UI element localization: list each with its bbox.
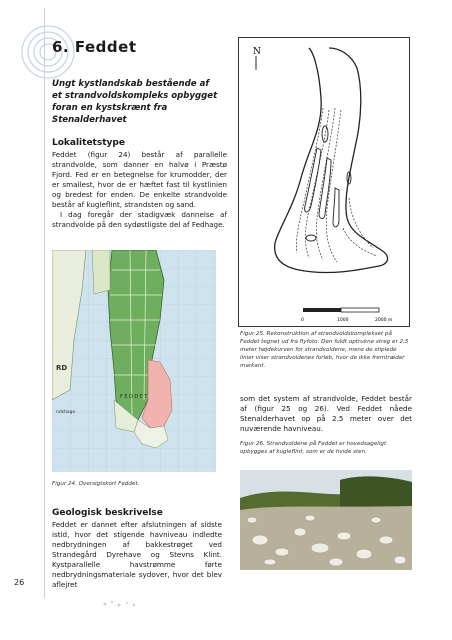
figure-26-caption: Figur 26. Strandvoldene på Feddet er hovedsageligt opbygges af kugleflint, som er de hvide sten. — [240, 441, 387, 455]
map-label-rd: RD — [56, 364, 68, 372]
figure-25-caption: Figur 25. Rekonstruktion af strandvoldskomplekset på Feddet tegnet ud fra flyfoto. Den fuldt optrukne streg er 2,5 meter højdekurven for strandvoldene, mens de stiplede linier viser strandvoldenes forløb, hvor de ikke fremtræder markant. — [240, 331, 409, 369]
top-field — [92, 250, 110, 294]
paragraph: I dag foregår der stadigvæk dannelse af strandvolde på den sydøstligste del af Fedhage. — [52, 210, 227, 229]
scale-label-1000: 1000 — [337, 318, 349, 323]
paragraph: Feddet (figur 24) består af parallelle strandvolde, som danner en halvø i Præstø Fjord. Fed er en betegnelse for krumodder, der er smallest, hvor de er hæftet fast til kystlinien og bredest for enden. De enkelte strandvolde består af kugleflint, strandsten og sand. — [52, 150, 227, 209]
section-heading: Lokalitetstype — [52, 138, 125, 148]
scale-label-0: 0 — [301, 318, 304, 323]
strandvold-reconstruction — [239, 38, 409, 326]
overview-map — [52, 250, 216, 472]
decorative-dots — [100, 598, 150, 610]
figure-25-drawing — [238, 37, 410, 327]
section-lokalitetstype — [52, 138, 227, 230]
north-label: N — [253, 47, 261, 57]
section-heading: Geologisk beskrivelse — [52, 508, 163, 518]
figure-24-caption: Figur 24. Oversigtskort Feddet. — [52, 481, 140, 487]
scale-bar — [303, 308, 379, 312]
margin-rule — [44, 8, 45, 598]
figure-24-map — [52, 250, 216, 472]
paragraph: Feddet er dannet efter afslutningen af sidste istid, hvor det stigende havniveau indledte nedbrydningen af bakkestrøget ved Strandegård Dyrehave og Stevns Klint. Kystparallelle havstrømme førte nedbrydningsmateriale sydover, hvor det blev aflejret — [52, 520, 222, 589]
beach-ridge-photo — [240, 470, 412, 570]
map-label-feddet: FEDDET — [120, 394, 149, 400]
paragraph-strandvolde: som det system af strandvolde, Feddet består af (figur 25 og 26). Ved Feddet nåede Stenalderhavet op på 2.5 meter over det nuværende havniveau. — [240, 394, 412, 433]
ridge-contours — [305, 126, 351, 241]
section-geologisk — [52, 508, 222, 590]
figure-26-photo — [240, 470, 412, 570]
chapter-subtitle: Ungt kystlandskab bestående af et strandvoldskompleks opbygget foran en kystskrænt fra Stenalderhavet — [52, 79, 218, 125]
scale-label-2000: 2000 m — [375, 318, 393, 323]
page-number: 26 — [14, 578, 25, 587]
chapter-title: 6. Feddet — [52, 38, 137, 56]
map-label-ndshage: ndshage — [56, 410, 76, 415]
